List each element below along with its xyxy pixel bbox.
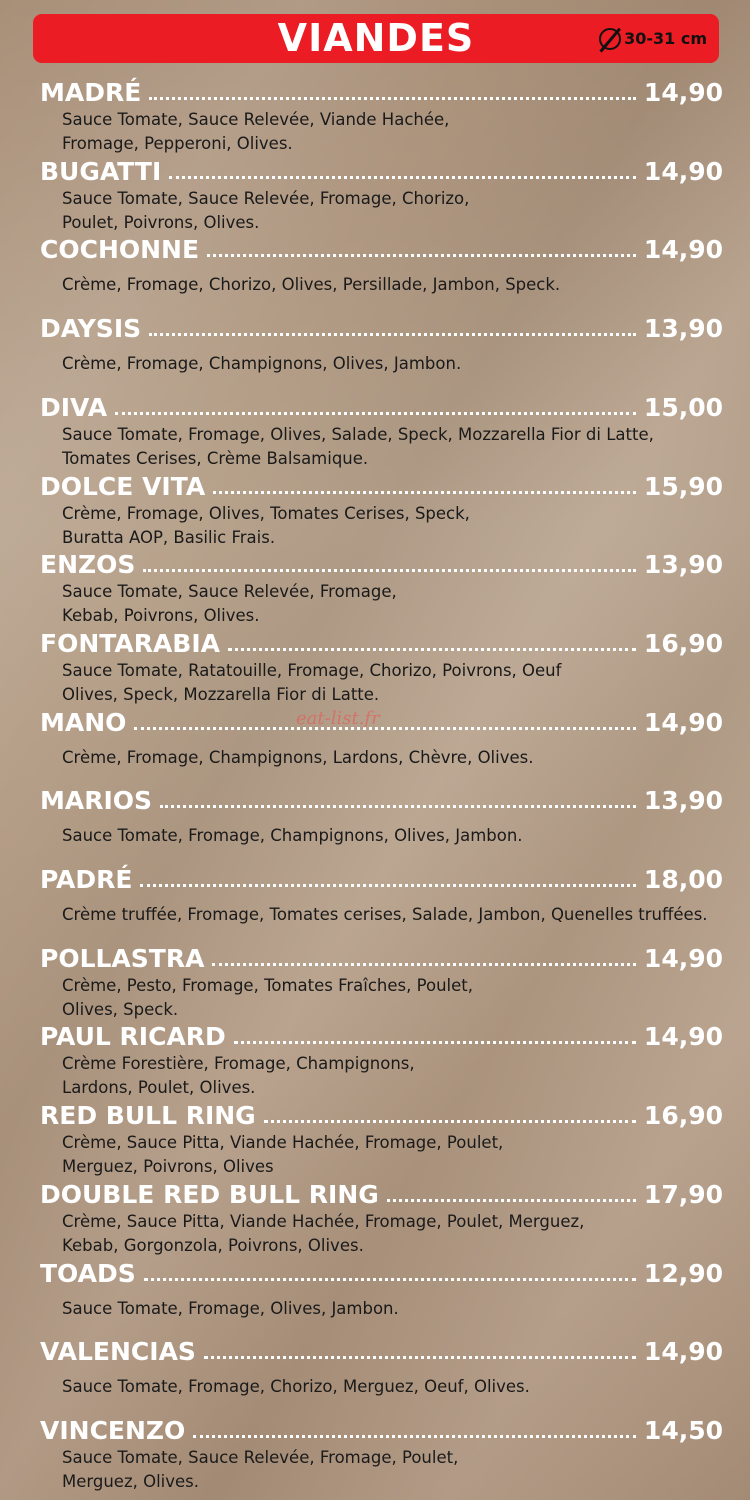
menu-item-description: Buratta AOP, Basilic Frais. xyxy=(62,527,276,547)
menu-item-price: 13,90 xyxy=(643,550,723,580)
menu-item-description: Sauce Tomate, Fromage, Champignons, Olives, Jambon. xyxy=(62,826,523,846)
menu-item-price: 14,90 xyxy=(643,1337,723,1367)
menu-item-name: VALENCIAS xyxy=(40,1337,196,1367)
menu-item-description: Crème truffée, Fromage, Tomates cerises, Salade, Jambon, Quenelles truffées. xyxy=(62,905,708,924)
menu-item-header xyxy=(40,1258,723,1289)
menu-item-header xyxy=(40,785,723,816)
dotted-leader xyxy=(140,884,635,887)
dotted-leader xyxy=(204,1356,636,1359)
menu-item-header xyxy=(40,943,723,974)
menu-item xyxy=(40,1179,723,1258)
menu-item xyxy=(40,785,723,848)
menu-item-price: 15,90 xyxy=(643,471,723,501)
menu-item-name: MADRÉ xyxy=(40,78,142,107)
section-header xyxy=(33,14,719,63)
menu-item-name: DOLCE VITA xyxy=(40,471,206,501)
menu-item-description: Crème, Fromage, Champignons, Lardons, Chèvre, Olives. xyxy=(62,747,534,767)
menu-item-price: 14,90 xyxy=(643,1022,723,1052)
menu-item-name: RED BULL RING xyxy=(40,1101,256,1131)
menu-item-name: VINCENZO xyxy=(40,1415,186,1445)
menu-item-header xyxy=(40,707,723,738)
menu-item-name: DIVA xyxy=(40,392,108,422)
menu-item-description: Poulet, Poivrons, Olives. xyxy=(62,212,260,232)
menu-item-name: ENZOS xyxy=(40,550,136,580)
dotted-leader xyxy=(143,569,636,572)
menu-item-header xyxy=(40,313,723,344)
menu-item-header xyxy=(40,392,723,423)
menu-item-header xyxy=(40,234,723,265)
menu-item-description: Crème, Fromage, Olives, Tomates Cerises, Speck, xyxy=(62,503,470,523)
menu-item-description: Olives, Speck, Mozzarella Fior di Latte. xyxy=(62,684,380,704)
menu-item xyxy=(40,549,723,628)
menu-item xyxy=(40,1258,723,1321)
dotted-leader xyxy=(387,1199,636,1202)
dotted-leader xyxy=(193,1435,636,1438)
menu-item-header xyxy=(40,1415,723,1446)
menu-item-price: 14,90 xyxy=(643,235,723,265)
menu-item xyxy=(40,392,723,471)
menu-item-description: Sauce Tomate, Fromage, Olives, Salade, Speck, Mozzarella Fior di Latte, xyxy=(62,424,654,444)
menu-item xyxy=(40,156,723,235)
dotted-leader xyxy=(213,491,636,494)
menu-item-description: Kebab, Poivrons, Olives. xyxy=(62,606,260,626)
menu-item-header xyxy=(40,549,723,580)
menu-item xyxy=(40,313,723,376)
menu-item xyxy=(40,864,723,927)
menu-item-description: Olives, Speck. xyxy=(62,999,179,1019)
menu-item-description: Crème, Sauce Pitta, Viande Hachée, Fromage, Poulet, Merguez, xyxy=(62,1211,585,1231)
menu-item-price: 17,90 xyxy=(643,1179,723,1209)
menu-item-price: 14,90 xyxy=(643,943,723,973)
menu-item-description: Crème, Fromage, Champignons, Olives, Jambon. xyxy=(62,354,462,374)
menu-item-description: Sauce Tomate, Fromage, Chorizo, Merguez, Oeuf, Olives. xyxy=(62,1377,530,1397)
menu-item-header xyxy=(40,1100,723,1131)
menu-item-price: 13,90 xyxy=(643,786,723,816)
menu-item-name: COCHONNE xyxy=(40,235,200,265)
menu-item-description: Crème, Pesto, Fromage, Tomates Fraîches, Poulet, xyxy=(62,975,473,995)
menu-item-name: PAUL RICARD xyxy=(40,1022,226,1052)
dotted-leader xyxy=(228,648,636,651)
menu-item-header xyxy=(40,1179,723,1210)
menu-item-price: 16,90 xyxy=(643,628,723,658)
menu-item-header xyxy=(40,1021,723,1052)
menu-item-description: Tomates Cerises, Crème Balsamique. xyxy=(62,448,369,468)
menu-item-price: 15,00 xyxy=(643,392,723,422)
menu-item-name: BUGATTI xyxy=(40,156,162,186)
menu-item xyxy=(40,1415,723,1494)
dotted-leader xyxy=(134,727,636,730)
menu-item-header xyxy=(40,77,723,108)
diameter-icon xyxy=(599,28,621,50)
menu-item-price: 12,90 xyxy=(643,1258,723,1288)
dotted-leader xyxy=(207,254,636,257)
menu-item xyxy=(40,707,723,770)
menu-item-description: Sauce Tomate, Fromage, Olives, Jambon. xyxy=(62,1298,399,1318)
menu-item xyxy=(40,943,723,1022)
menu-item xyxy=(40,234,723,297)
menu-item-header xyxy=(40,1336,723,1367)
menu-item xyxy=(40,628,723,707)
menu-item-header xyxy=(40,156,723,187)
menu-item-name: POLLASTRA xyxy=(40,943,205,973)
dotted-leader xyxy=(264,1120,636,1123)
menu-item-name: PADRÉ xyxy=(40,865,133,894)
menu-item xyxy=(40,1336,723,1399)
pizza-size xyxy=(599,14,707,63)
dotted-leader xyxy=(160,805,636,808)
menu-item-description: Sauce Tomate, Sauce Relevée, Fromage, xyxy=(62,582,397,602)
dotted-leader xyxy=(149,333,636,336)
dotted-leader xyxy=(212,963,635,966)
menu-item-price: 13,90 xyxy=(643,314,723,344)
menu-item-price: 18,00 xyxy=(643,865,723,894)
menu-item-description: Sauce Tomate, Ratatouille, Fromage, Chorizo, Poivrons, Oeuf xyxy=(62,660,562,680)
dotted-leader xyxy=(149,97,636,100)
dotted-leader xyxy=(144,1278,636,1281)
menu-item xyxy=(40,1100,723,1179)
menu-item-description: Sauce Tomate, Sauce Relevée, Fromage, Poulet, xyxy=(62,1447,459,1467)
menu-item-description: Crème, Sauce Pitta, Viande Hachée, Fromage, Poulet, xyxy=(62,1133,504,1153)
watermark: eat-list.fr xyxy=(296,708,380,729)
pizza-size-label: 30-31 cm xyxy=(624,29,707,48)
menu-item xyxy=(40,1021,723,1100)
menu-item-header xyxy=(40,864,723,895)
menu-item-description: Merguez, Olives. xyxy=(62,1471,200,1491)
menu-item-header xyxy=(40,471,723,502)
menu-item-description: Sauce Tomate, Sauce Relevée, Viande Hachée, xyxy=(62,110,450,129)
dotted-leader xyxy=(234,1041,636,1044)
menu-item-description: Kebab, Gorgonzola, Poivrons, Olives. xyxy=(62,1235,364,1255)
menu-item-price: 14,50 xyxy=(643,1415,723,1445)
menu-item-name: DAYSIS xyxy=(40,314,142,344)
menu-item-description: Crème Forestière, Fromage, Champignons, xyxy=(62,1054,415,1074)
menu-item-price: 14,90 xyxy=(643,156,723,186)
menu-item xyxy=(40,77,723,156)
menu-item-price: 16,90 xyxy=(643,1101,723,1131)
menu-item-name: TOADS xyxy=(40,1258,136,1288)
menu-item-name: DOUBLE RED BULL RING xyxy=(40,1179,379,1209)
menu-item-description: Merguez, Poivrons, Olives xyxy=(62,1157,274,1177)
menu-item xyxy=(40,471,723,550)
menu-item-description: Fromage, Pepperoni, Olives. xyxy=(62,134,293,153)
menu-item-description: Lardons, Poulet, Olives. xyxy=(62,1078,256,1098)
menu-item-name: FONTARABIA xyxy=(40,628,221,658)
menu-item-name: MANO xyxy=(40,707,127,737)
section-title: VIANDES xyxy=(277,16,475,60)
menu-item-price: 14,90 xyxy=(643,707,723,737)
dotted-leader xyxy=(169,176,636,179)
menu-item-description: Sauce Tomate, Sauce Relevée, Fromage, Chorizo, xyxy=(62,188,470,208)
menu-item-description: Crème, Fromage, Chorizo, Olives, Persillade, Jambon, Speck. xyxy=(62,275,561,295)
menu-item-price: 14,90 xyxy=(643,78,723,107)
menu-item-name: MARIOS xyxy=(40,786,153,816)
dotted-leader xyxy=(115,412,636,415)
menu-item-header xyxy=(40,628,723,659)
